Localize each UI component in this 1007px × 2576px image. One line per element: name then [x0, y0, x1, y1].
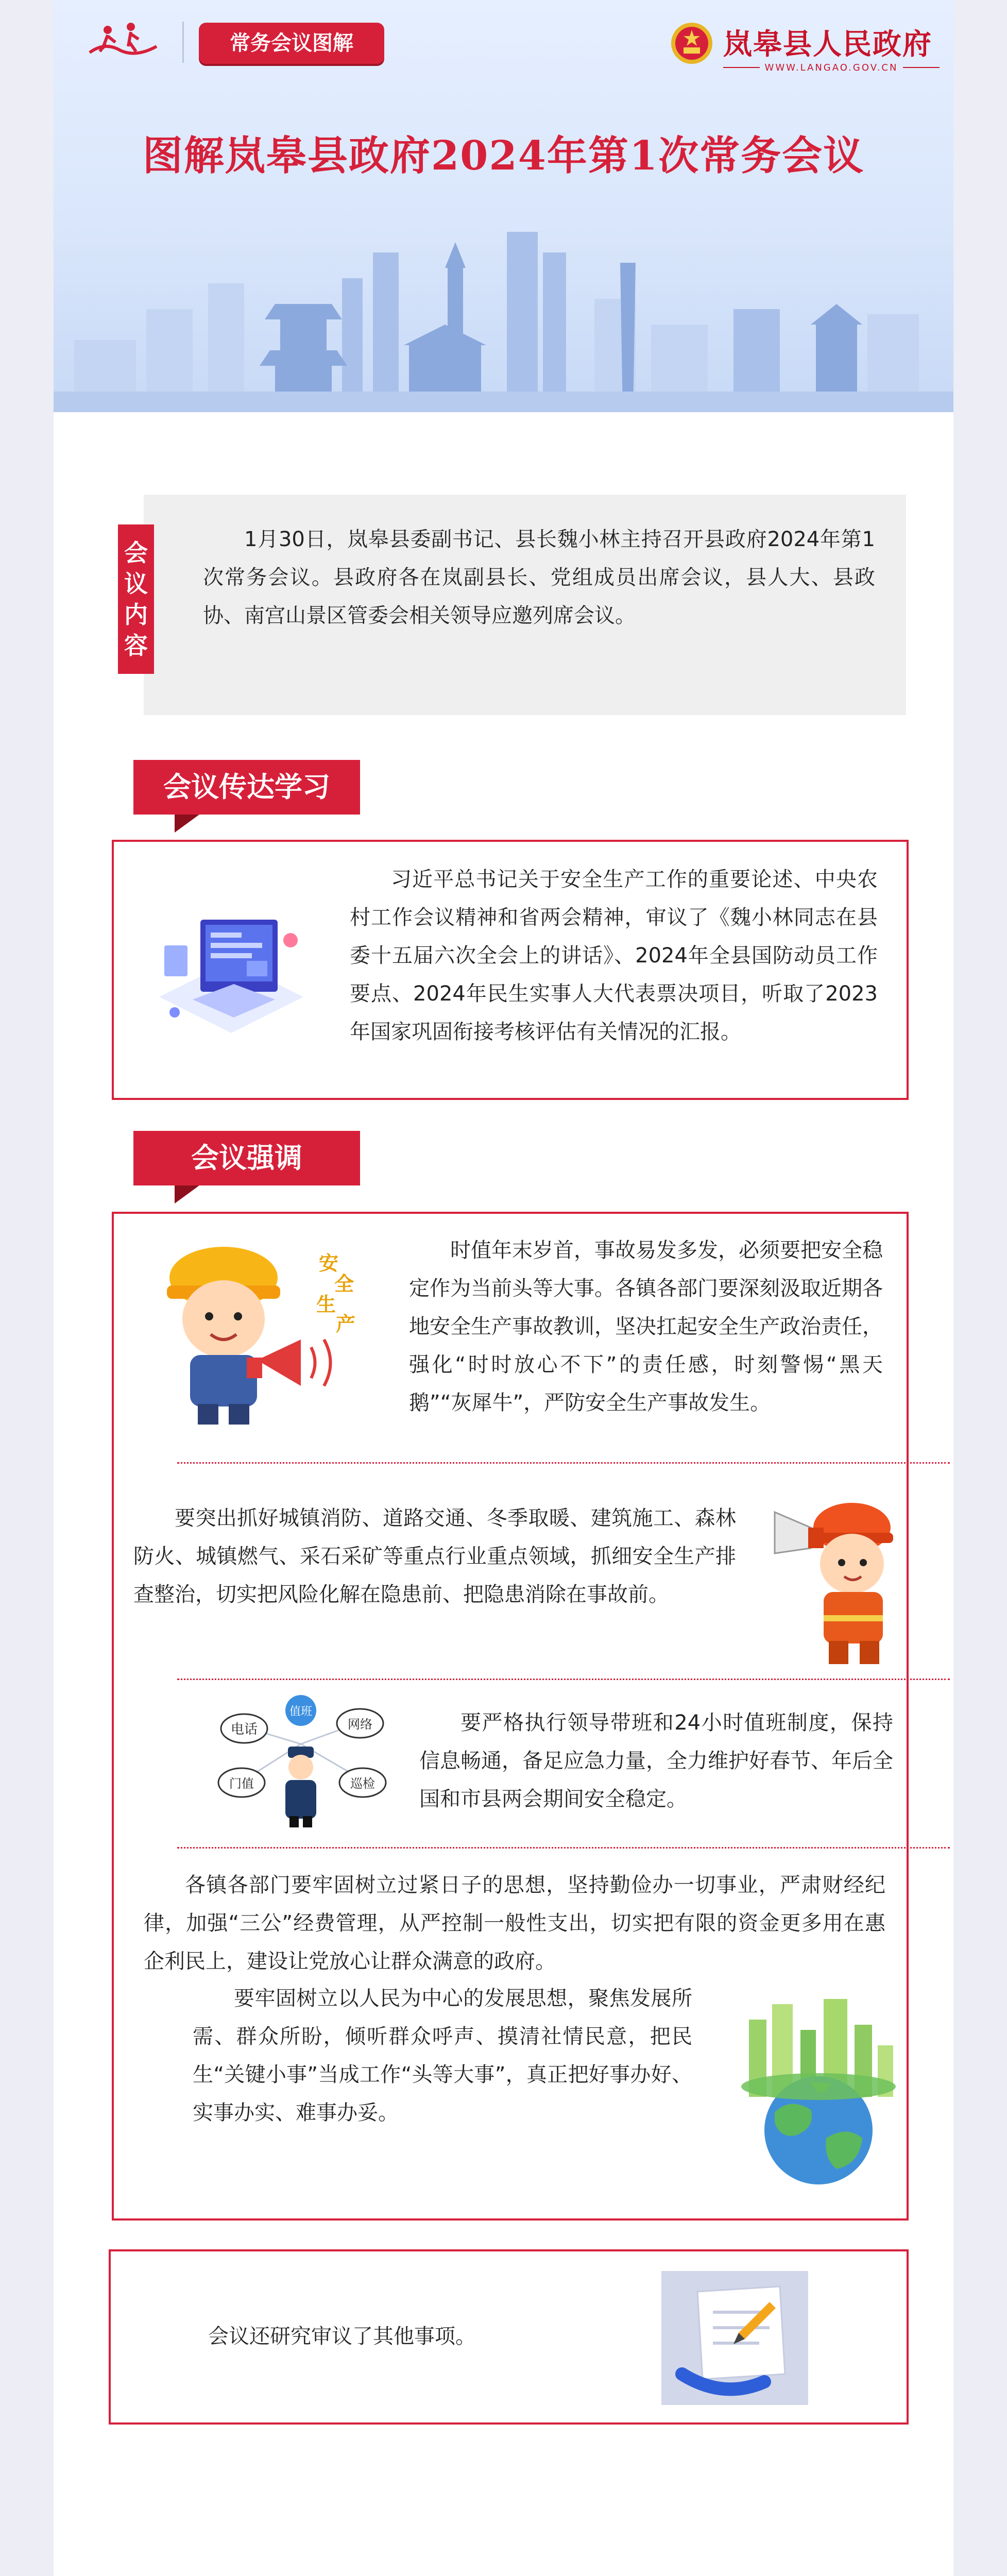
emphasis-paragraph-1: 时值年末岁首，事故易发多发，必须要把安全稳定作为当前头等大事。各镇各部门要深刻汲取近期各地安全生产事故教训，坚决扛起安全生产政治责任，强化“时时放心不下”的责任感，时刻警惕“黑天鹅”“灰犀牛”，严防安全生产事故发生。: [409, 1239, 883, 1415]
government-name: 岚皋县人民政府: [723, 27, 932, 61]
bubble-label: 门值: [229, 1776, 254, 1791]
ribbon-fold: [175, 813, 201, 833]
running-figures-logo-icon: [84, 21, 162, 62]
intro-text: 1月30日，岚皋县委副书记、县长魏小林主持召开县政府2024年第1次常务会议。县政府各在岚副县长、党组成员出席会议，县人大、县政协、南宫山景区管委会相关领导应邀列席会议。: [203, 528, 875, 628]
intro-label-char: 议: [124, 570, 148, 598]
category-tag[interactable]: 常务会议图解: [199, 23, 384, 64]
document-pen-icon: [661, 2271, 808, 2405]
city-skyline-illustration: [54, 222, 953, 412]
firefighter-megaphone-icon: [764, 1492, 909, 1667]
bubble-label: 电话: [230, 1722, 258, 1737]
national-emblem-icon: [669, 21, 714, 66]
dotted-divider: [177, 1462, 950, 1464]
bubble-label: 网络: [348, 1717, 372, 1732]
intro-label: [118, 524, 154, 674]
badge-char: 生: [316, 1293, 336, 1316]
bubble-label: 巡检: [350, 1776, 375, 1791]
url-text: WWW.LANGAO.GOV.CN: [764, 62, 898, 73]
emphasis-paragraph-4: 各镇各部门要牢固树立过紧日子的思想，坚持勤俭办一切事业，严肃财经纪律，加强“三公”经费管理，从严控制一般性支出，切实把有限的资金更多用在惠企利民上，建设让党放心让群众满意的政府。: [144, 1873, 885, 1973]
other-matters-text: 会议还研究审议了其他事项。: [208, 2325, 476, 2348]
bubble-label: 值班: [289, 1705, 313, 1718]
green-earth-city-icon: [733, 1999, 903, 2190]
badge-char: 产: [336, 1313, 356, 1335]
emphasis-paragraph-2: 要突出抓好城镇消防、道路交通、冬季取暖、建筑施工、森林防火、城镇燃气、采石采矿等重点行业重点领域，抓细安全生产排查整治，切实把风险化解在隐患前、把隐患消除在事故前。: [133, 1506, 736, 1606]
computer-illustration-icon: [144, 894, 314, 1043]
section-study-text: 习近平总书记关于安全生产工作的重要论述、中央农村工作会议精神和省两会精神，审议了《魏小林同志在县委十五届六次全会上的讲话》、2024年全县国防动员工作要点、2024年民生实事人大代表票决项目，听取了2023年国家巩固衔接考核评估有关情况的汇报。: [350, 868, 878, 1044]
header-banner: [54, 0, 953, 412]
section-heading-emphasis: 会议强调: [133, 1131, 360, 1185]
url-line-left: [723, 67, 760, 68]
duty-officer-network-icon: [213, 1692, 388, 1829]
construction-worker-megaphone-icon: [146, 1229, 373, 1430]
intro-label-char: 会: [124, 539, 148, 567]
emphasis-paragraph-3: 要严格执行领导带班和24小时值班制度，保持信息畅通，备足应急力量，全力维护好春节、年后全国和市县两会期间安全稳定。: [419, 1711, 893, 1811]
section-heading-study: 会议传达学习: [133, 760, 360, 815]
header-divider: [182, 22, 184, 63]
government-url[interactable]: [723, 61, 940, 74]
badge-char: 安: [319, 1252, 339, 1275]
ribbon-fold: [175, 1184, 201, 1204]
dotted-divider: [177, 1847, 950, 1849]
intro-label-char: 容: [124, 632, 148, 659]
badge-char: 全: [334, 1273, 354, 1295]
page-title: 图解岚皋县政府2024年第1次常务会议: [142, 132, 865, 179]
dotted-divider: [177, 1679, 950, 1680]
url-line-right: [903, 67, 940, 68]
page: [54, 0, 953, 2576]
intro-label-char: 内: [124, 601, 148, 629]
emphasis-paragraph-5: 要牢固树立以人民为中心的发展思想，聚焦发展所需、群众所盼，倾听群众呼声、摸清社情民意，把民生“关键小事”当成工作“头等大事”，真正把好事办好、实事办实、难事办妥。: [193, 1987, 692, 2125]
